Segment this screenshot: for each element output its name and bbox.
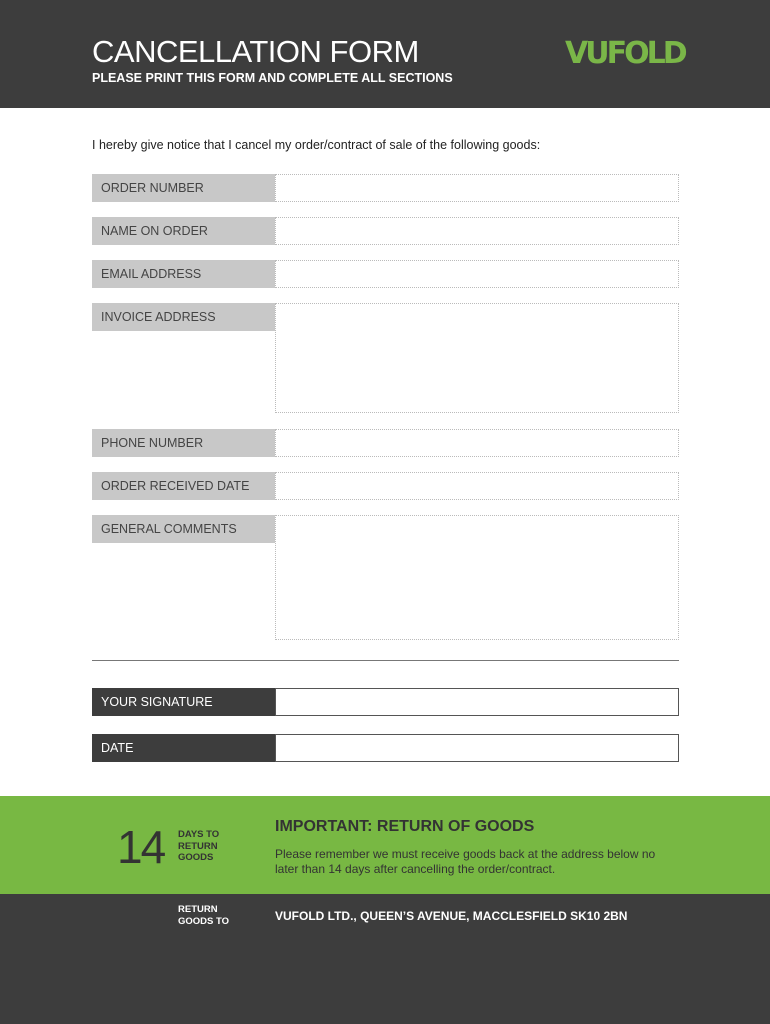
return-address: VUFOLD LTD., QUEEN’S AVENUE, MACCLESFIELD SK10 2BN: [275, 909, 628, 923]
days-label: DAYS TO RETURN GOODS: [178, 829, 220, 863]
notice-banner: [0, 796, 770, 894]
date-field[interactable]: [275, 734, 679, 762]
order-number-label: ORDER NUMBER: [92, 174, 275, 202]
notice-text: Please remember we must receive goods back at the address below no later than 14 days after cancelling the order/contract.: [275, 847, 656, 876]
general-comments-field[interactable]: [275, 515, 679, 640]
days-number: 14: [117, 821, 165, 873]
name-on-order-field[interactable]: [275, 217, 679, 245]
general-comments-label: GENERAL COMMENTS: [92, 515, 275, 543]
return-label: RETURN GOODS TO: [178, 904, 230, 927]
vufold-logo: VUFOLD: [565, 36, 685, 71]
order-number-field[interactable]: [275, 174, 679, 202]
form-subtitle: PLEASE PRINT THIS FORM AND COMPLETE ALL SECTIONS: [92, 71, 453, 85]
notice-title: IMPORTANT: RETURN OF GOODS: [275, 818, 535, 835]
signature-label: YOUR SIGNATURE: [92, 688, 275, 716]
signature-field[interactable]: [275, 688, 679, 716]
email-address-label: EMAIL ADDRESS: [92, 260, 275, 288]
intro-text: I hereby give notice that I cancel my order/contract of sale of the following goods:: [92, 138, 541, 152]
order-received-date-label: ORDER RECEIVED DATE: [92, 472, 275, 500]
phone-number-field[interactable]: [275, 429, 679, 457]
header-bar: [0, 0, 770, 108]
date-label: DATE: [92, 734, 275, 762]
name-on-order-label: NAME ON ORDER: [92, 217, 275, 245]
form-title: CANCELLATION FORM: [92, 34, 419, 69]
invoice-address-label: INVOICE ADDRESS: [92, 303, 275, 331]
email-address-field[interactable]: [275, 260, 679, 288]
section-divider: [92, 660, 679, 661]
phone-number-label: PHONE NUMBER: [92, 429, 275, 457]
invoice-address-field[interactable]: [275, 303, 679, 413]
order-received-date-field[interactable]: [275, 472, 679, 500]
